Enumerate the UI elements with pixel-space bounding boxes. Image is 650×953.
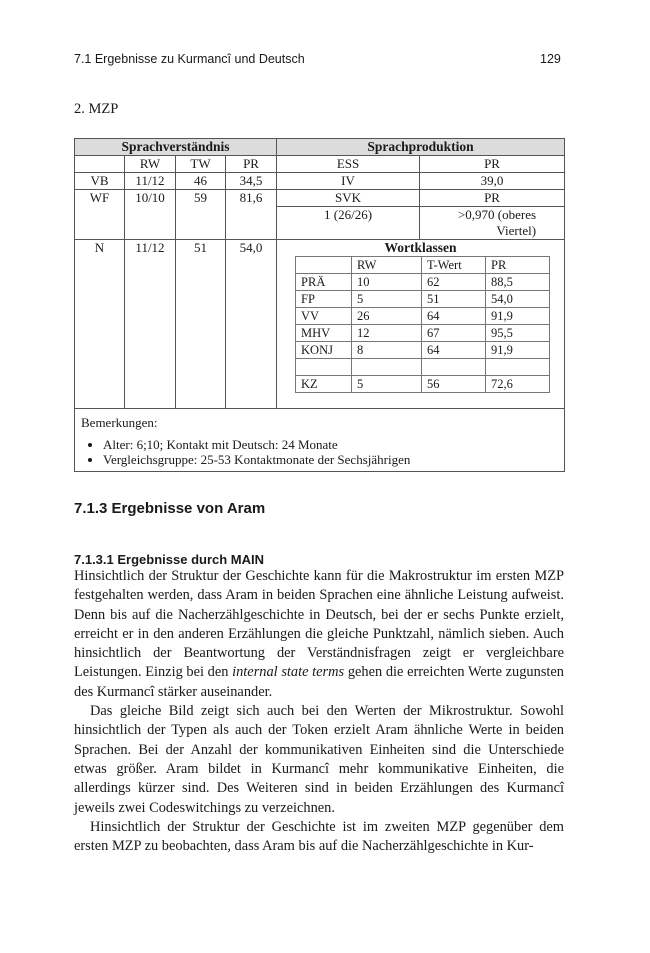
table-cell: 12 [352,325,422,342]
remark-item: • Vergleichsgruppe: 25-53 Kontaktmonate der Sechsjährigen [103,452,558,467]
column-header-sp-pr: PR [420,156,565,173]
results-table [74,138,565,472]
table-row [296,325,550,342]
table-cell: 56 [422,376,486,393]
table-cell: 81,6 [226,190,277,240]
table-row [296,376,550,393]
table-cell: IV [277,173,420,190]
table-cell: 62 [422,274,486,291]
mzp-label: 2. MZP [74,101,119,117]
column-header-pr: PR [486,257,550,274]
remarks-title: Bemerkungen: [81,415,158,430]
column-header-rw: RW [352,257,422,274]
table-cell: MHV [296,325,352,342]
table-cell: 72,6 [486,376,550,393]
table-row [75,173,565,190]
row-label: N [75,240,125,409]
column-header-tw: TW [176,156,226,173]
table-cell: 91,9 [486,308,550,325]
table-cell: 54,0 [226,240,277,409]
table-row [75,240,565,409]
column-header-pr: PR [226,156,277,173]
table-cell: 11/12 [125,240,176,409]
table-row [296,291,550,308]
table-cell: 10/10 [125,190,176,240]
table-cell: 59 [176,190,226,240]
table-row-empty [296,359,550,376]
table-cell: 51 [422,291,486,308]
wortklassen-title: Wortklassen [384,240,457,255]
table-cell: 39,0 [420,173,565,190]
table-row [296,342,550,359]
page-number: 129 [540,52,561,66]
paragraph: Hinsichtlich der Struktur der Geschichte kann für die Makrostruktur im ersten MZP festgehalten werden, dass Aram in beiden Sprachen eine ähnliche Leistung aufweist. Denn bis auf die Nacherzählgeschichte in Deutsch, bei der er sechs Punkte erzielt, erreicht er in den anderen Erzählungen die gleiche Punktzahl, nämlich sieben. Auch hinsichtlich der Beantwortung der Verständnisfragen zeigt er vergleichbare Leistungen. Einzig bei den internal state terms gehen die erreichten Werte zugunsten des Kurmancî stärker auseinander. [74,568,564,700]
table-cell: 51 [176,240,226,409]
table-cell: VV [296,308,352,325]
column-header-rw: RW [125,156,176,173]
table-cell: PR [420,190,565,207]
table-row [75,190,565,207]
section-heading: 7.1.3 Ergebnisse von Aram [74,500,266,517]
wortklassen-container [277,240,565,409]
table-cell: >0,970 (oberes Viertel) [420,207,565,240]
table-cell: 91,9 [486,342,550,359]
table-cell: 11/12 [125,173,176,190]
table-cell: KZ [296,376,352,393]
column-header-ess: ESS [277,156,420,173]
body-text [74,567,564,856]
table-cell: 88,5 [486,274,550,291]
table-cell: 54,0 [486,291,550,308]
table-cell: 64 [422,308,486,325]
subsection-heading: 7.1.3.1 Ergebnisse durch MAIN [74,552,265,567]
column-header-t-wert: T-Wert [422,257,486,274]
paragraph: Hinsichtlich der Struktur der Geschichte ist im zweiten MZP gegenüber dem ersten MZP zu beobachten, dass Aram bis auf die Nacherzählgeschichte in Kur- [74,818,564,855]
table-row [296,308,550,325]
table-cell: 67 [422,325,486,342]
remarks-box [75,409,565,472]
table-cell: 64 [422,342,486,359]
table-cell: 26 [352,308,422,325]
table-cell: FP [296,291,352,308]
row-label: WF [75,190,125,240]
paragraph: Das gleiche Bild zeigt sich auch bei den Werten der Mikrostruktur. Sowohl hinsichtlich der Typen als auch der Token erzielt Aram ähnliche Werte in beiden Sprachen. Bei der Anzahl der kommunikativen Einheiten sind die Unterschiede etwas größer. Aram bildet in Kurmancî mehr kommunikative Einheiten, die allerdings kürzer sind. Des Weiteren sind in beiden Erzählungen des Kurmancî jeweils zwei Codeswitchings zu verzeichnen. [74,703,564,816]
column-header-blank [75,156,125,173]
table-cell: SVK [277,190,420,207]
table-cell: 8 [352,342,422,359]
wortklassen-table [295,256,550,393]
table-row [296,274,550,291]
table-cell: KONJ [296,342,352,359]
table-cell: 5 [352,291,422,308]
table-cell: 5 [352,376,422,393]
table-cell: 10 [352,274,422,291]
table-cell: 34,5 [226,173,277,190]
running-header: 7.1 Ergebnisse zu Kurmancî und Deutsch [74,52,305,66]
emphasis: internal state terms [232,664,345,681]
table-cell: 46 [176,173,226,190]
remark-item: • Alter: 6;10; Kontakt mit Deutsch: 24 Monate [103,437,558,452]
table-cell: PRÄ [296,274,352,291]
table-cell: 95,5 [486,325,550,342]
column-header-blank [296,257,352,274]
row-label: VB [75,173,125,190]
group-header-sprachverstaendnis: Sprachverständnis [75,139,277,156]
group-header-sprachproduktion: Sprachproduktion [277,139,565,156]
table-cell: 1 (26/26) [277,207,420,240]
